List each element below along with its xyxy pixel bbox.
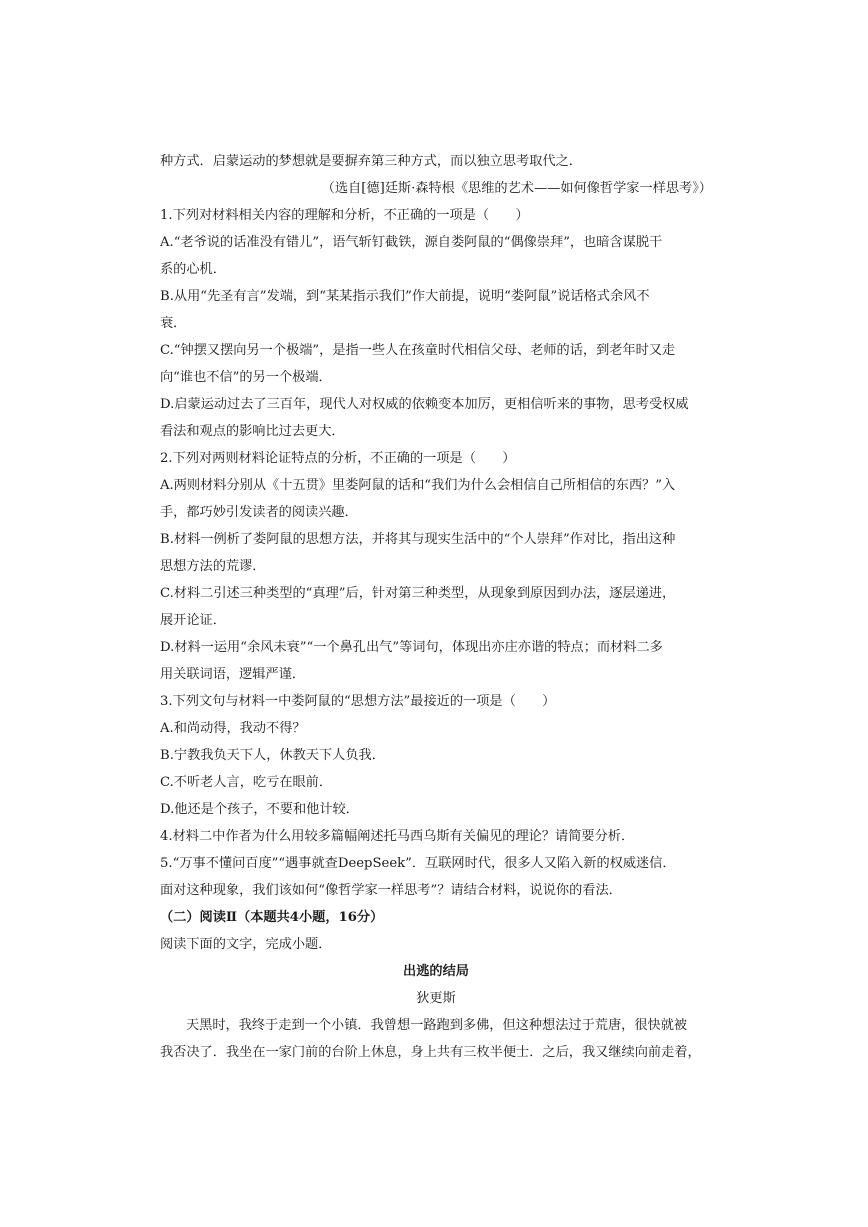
instruction: 阅读下面的文字，完成小题．: [160, 937, 332, 952]
section-heading: （二）阅读Ⅱ（本题共4小题，16分）: [160, 910, 384, 925]
text-line: 看法和观点的影响比过去更大．: [160, 424, 345, 439]
text-line: 面对这种现象，我们该如何“像哲学家一样思考”？请结合材料，说说你的看法．: [160, 883, 622, 898]
option-a: A.“老爷说的话准没有错儿”，语气斩钉截铁，源自娄阿鼠的“偶像崇拜”，也暗含谋脱干: [160, 235, 663, 250]
option-d: D.材料一运用“余风未衰”“一个鼻孔出气”等词句，体现出亦庄亦谐的特点；而材料二多: [160, 640, 663, 655]
text-line: 思想方法的荒谬．: [160, 559, 266, 574]
text-line: 用关联词语，逻辑严谨．: [160, 667, 306, 682]
question-2: 2.下列对两则材料论证特点的分析，不正确的一项是（ ）: [160, 451, 516, 466]
article-title: 出逃的结局: [403, 964, 469, 979]
option-a: A.和尚动得，我动不得？: [160, 721, 306, 736]
option-c: C.不听老人言，吃亏在眼前．: [160, 775, 333, 790]
text-line: 展开论证．: [160, 613, 226, 628]
option-c: C.“钟摆又摆向另一个极端”，是指一些人在孩童时代相信父母、老师的话，到老年时又走: [160, 343, 676, 358]
option-d: D.启蒙运动过去了三百年，现代人对权威的依赖变本加厉，更相信听来的事物，思考受权威: [160, 397, 689, 412]
option-b: B.宁教我负天下人，休教天下人负我．: [160, 748, 385, 763]
option-b: B.从用“先圣有言”发端，到“某某指示我们”作大前提，说明“娄阿鼠”说话格式余风不: [160, 289, 650, 304]
question-3: 3.下列文句与材料一中娄阿鼠的“思想方法”最接近的一项是（ ）: [160, 694, 556, 709]
option-d: D.他还是个孩子，不要和他计较．: [160, 802, 359, 817]
question-5: 5.“万事不懂问百度”“遇事就查DeepSeek”．互联网时代，很多人又陷入新的权威迷信．: [160, 856, 676, 871]
text-line: 系的心机．: [160, 262, 226, 277]
option-c: C.材料二引述三种类型的“真理”后，针对第三种类型，从现象到原因到办法，逐层递进，: [160, 586, 676, 601]
option-b: B.材料一例析了娄阿鼠的思想方法，并将其与现实生活中的“个人崇拜”作对比，指出这种: [160, 532, 676, 547]
question-1: 1.下列对材料相关内容的理解和分析，不正确的一项是（ ）: [160, 208, 529, 223]
question-4: 4.材料二中作者为什么用较多篇幅阐述托马西乌斯有关偏见的理论？请简要分析．: [160, 829, 635, 844]
paragraph-line: 我否决了．我坐在一家门前的台阶上休息，身上共有三枚半便士．之后，我又继续向前走着，: [160, 1045, 701, 1060]
option-a: A.两则材料分别从《十五贯》里娄阿鼠的话和“我们为什么会相信自己所相信的东西？”入: [160, 478, 676, 493]
article-author: 狄更斯: [416, 991, 456, 1006]
source-citation: （选自[德]廷斯·森特根《思维的艺术——如何像哲学家一样思考》）: [321, 181, 712, 196]
text-line: 向“谁也不信”的另一个极端．: [160, 370, 332, 385]
text-line: 手，都巧妙引发读者的阅读兴趣．: [160, 505, 358, 520]
text-line: 种方式．启蒙运动的梦想就是要摒弃第三种方式，而以独立思考取代之．: [160, 154, 582, 169]
paragraph-line: 天黑时，我终于走到一个小镇．我曾想一路跑到多佛，但这种想法过于荒唐，很快就被: [186, 1018, 688, 1033]
text-line: 衰．: [160, 316, 187, 331]
